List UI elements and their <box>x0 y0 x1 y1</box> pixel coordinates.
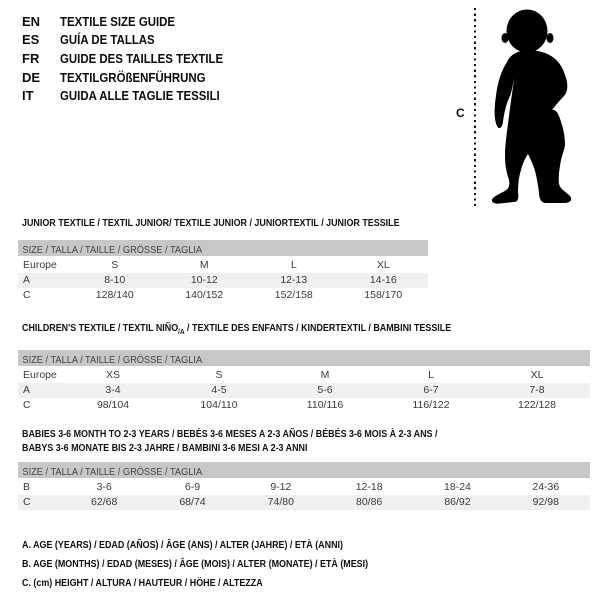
measure-c-label: C <box>456 106 465 120</box>
section-title <box>18 217 428 230</box>
size-cell: 6-7 <box>423 384 439 397</box>
size-cell: XL <box>530 369 544 382</box>
table-row <box>18 368 590 383</box>
size-cell: 122/128 <box>518 399 556 412</box>
section-title-text: CHILDREN'S TEXTILE / TEXTIL NIÑO <box>22 322 179 334</box>
table-row <box>18 495 590 510</box>
language-row <box>22 68 245 87</box>
section-title-line <box>22 441 505 455</box>
baby-silhouette <box>490 8 590 213</box>
size-table-section <box>18 217 428 303</box>
size-cell: 4-5 <box>211 384 227 397</box>
language-code: ES <box>22 32 40 48</box>
row-label: C <box>23 399 31 412</box>
size-cell: 5-6 <box>317 384 333 397</box>
size-cell: L <box>290 259 297 271</box>
size-cell: 80/86 <box>356 496 383 508</box>
size-cell: M <box>199 259 209 271</box>
baby-body <box>492 50 571 204</box>
size-header-label: SIZE / TALLA / TAILLE / GRÖSSE / TAGLIA <box>22 244 203 256</box>
size-header-label: SIZE / TALLA / TAILLE / GRÖSSE / TAGLIA <box>22 466 203 478</box>
row-label: A <box>23 384 31 397</box>
row-label: Europe <box>23 259 57 271</box>
language-code: FR <box>22 50 40 66</box>
size-cell: 9-12 <box>270 481 292 493</box>
size-cell: 8-10 <box>104 274 126 286</box>
size-cell: 12-13 <box>280 274 308 286</box>
table-row <box>18 288 428 303</box>
row-label: C <box>23 496 31 508</box>
size-table-section <box>18 427 590 510</box>
size-header-bar <box>18 240 428 256</box>
size-cell: 158/170 <box>364 289 403 301</box>
size-cell: 14-16 <box>369 274 397 286</box>
section-title-subscript: /A <box>178 327 185 337</box>
baby-ear-left <box>502 33 509 43</box>
language-row <box>22 12 245 31</box>
size-cell: 18-24 <box>444 481 471 493</box>
size-cell: 116/122 <box>412 399 450 412</box>
language-row <box>22 49 245 68</box>
size-cell: XL <box>376 259 390 271</box>
size-cell: 104/110 <box>200 399 238 412</box>
footnote-line: A. AGE (YEARS) / EDAD (AÑOS) / ÂGE (ANS) / ALTER (JAHRE) / ETÀ (ANNI) <box>22 539 343 551</box>
size-cell: XS <box>105 369 120 382</box>
size-cell: 10-12 <box>190 274 218 286</box>
footnote-line: B. AGE (MONTHS) / EDAD (MESES) / ÂGE (MOIS) / ALTER (MONATE) / ETÀ (MESI) <box>22 557 369 570</box>
table-row <box>18 398 590 413</box>
section-title-text: JUNIOR TEXTILE / TEXTIL JUNIOR/ TEXTILE JUNIOR / JUNIORTEXTIL / JUNIOR TESSILE <box>22 217 400 229</box>
table-row <box>18 480 590 495</box>
table-row <box>18 383 590 398</box>
size-cell: 6-9 <box>184 481 201 493</box>
size-cell: 128/140 <box>95 289 134 301</box>
row-label: C <box>23 289 31 301</box>
size-cell: 110/116 <box>306 399 344 412</box>
size-cell: 152/158 <box>274 289 313 301</box>
section-title <box>18 427 590 455</box>
size-header-bar <box>18 462 590 478</box>
language-row <box>22 86 245 105</box>
table-row <box>18 273 428 288</box>
size-header-bar <box>18 350 590 366</box>
size-cell: 86/92 <box>444 496 471 508</box>
language-title: TEXTILGRÖßENFÜHRUNG <box>60 69 206 85</box>
size-cell: 92/98 <box>532 496 559 508</box>
language-title-block <box>22 12 245 105</box>
section-title-line <box>22 322 505 338</box>
size-cell: 68/74 <box>179 496 206 508</box>
size-cell: S <box>215 369 223 382</box>
footnote-line: C. (cm) HEIGHT / ALTURA / HAUTEUR / HÖHE / ALTEZZA <box>22 576 263 589</box>
baby-head <box>507 10 548 53</box>
size-cell: L <box>428 369 434 382</box>
size-cell: S <box>111 259 119 271</box>
footnotes-block <box>22 536 429 592</box>
size-cell: 140/152 <box>185 289 224 301</box>
size-cell: 3-6 <box>96 481 112 493</box>
size-cell: M <box>320 369 330 382</box>
language-title: GUÍA DE TALLAS <box>60 32 155 48</box>
language-code: DE <box>22 69 41 85</box>
size-cell: 3-4 <box>105 384 121 397</box>
baby-ear-right <box>547 33 554 43</box>
section-title-line <box>22 427 505 441</box>
table-row <box>18 258 428 273</box>
size-cell: 62/68 <box>91 496 118 508</box>
size-cell: 98/104 <box>96 399 130 412</box>
row-label: A <box>23 274 31 286</box>
language-code: EN <box>22 13 41 29</box>
section-title-line <box>22 217 400 230</box>
language-row <box>22 31 245 50</box>
size-table-section <box>18 322 590 413</box>
row-label: Europe <box>23 369 57 382</box>
size-cell: 24-36 <box>532 481 560 493</box>
language-code: IT <box>22 88 34 104</box>
section-title <box>18 322 590 338</box>
size-cell: 12-18 <box>355 481 383 493</box>
language-title: GUIDA ALLE TAGLIE TESSILI <box>60 88 220 104</box>
height-measure-dotted-line <box>474 8 476 208</box>
section-title-text: BABYS 3-6 MONATE BIS 2-3 JAHRE / BAMBINI 3-6 MESI A 2-3 ANNI <box>22 442 308 454</box>
section-title-text: / TEXTILE DES ENFANTS / KINDERTEXTIL / BAMBINI TESSILE <box>184 322 452 334</box>
row-label: B <box>23 481 31 493</box>
language-title: GUIDE DES TAILLES TEXTILE <box>60 50 224 66</box>
language-title: TEXTILE SIZE GUIDE <box>60 13 176 29</box>
size-header-label: SIZE / TALLA / TAILLE / GRÖSSE / TAGLIA <box>22 354 203 367</box>
size-cell: 7-8 <box>529 384 545 397</box>
size-cell: 74/80 <box>267 496 294 508</box>
section-title-text: BABIES 3-6 MONTH TO 2-3 YEARS / BEBÉS 3-6 MESES A 2-3 AÑOS / BÉBÉS 3-6 MOIS À 2-3 ANS / <box>22 428 438 440</box>
